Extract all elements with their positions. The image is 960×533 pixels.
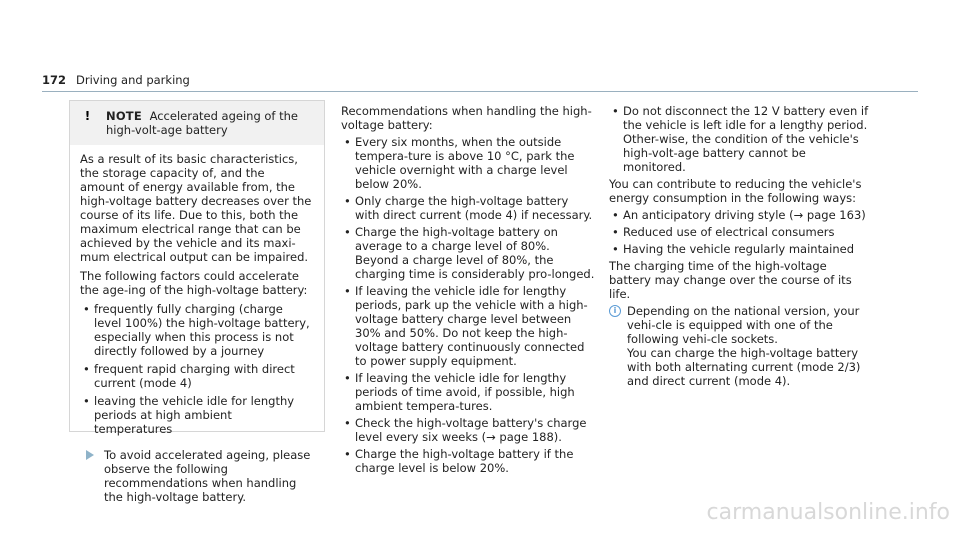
intro-text: Recommendations when handling the high-voltage battery:	[341, 104, 592, 132]
list-item: • Charge the high-voltage battery if the charge level is below 20%.	[341, 447, 595, 475]
warning-icon: !	[84, 109, 91, 123]
list-item: • Do not disconnect the 12 V battery even if the vehicle is left idle for a lengthy period. Other-wise, the condition of the vehicle's high-volt-age battery cannot be monitored.	[609, 104, 871, 174]
battery-list	[609, 104, 871, 174]
charging-paragraph: The charging time of the high-voltage battery may change over the course of its life.	[609, 259, 852, 301]
info-note	[609, 304, 871, 388]
info-text: You can charge the high-voltage battery with both alternating current (mode 2/3) and direct current (mode 4).	[627, 346, 861, 388]
list-item: • Charge the high-voltage battery on average to a charge level of 80%. Beyond a charge level of 80%, the charging time is considerably pro-longed.	[341, 225, 595, 281]
list-item: • If leaving the vehicle idle for lengthy periods, park up the vehicle with a high-voltage battery charge level between 30% and 50%. Do not keep the high-voltage battery continuously connected to power supply equipment.	[341, 284, 595, 368]
list-item: • Check the high-voltage battery's charge level every six weeks (→ page 188).	[341, 416, 595, 444]
energy-paragraph: You can contribute to reducing the vehicle's energy consumption in the following ways:	[609, 177, 862, 205]
column-energy	[609, 104, 871, 388]
note-paragraph: The following factors could accelerate the age-ing of the high-voltage battery:	[80, 269, 308, 297]
action-step	[80, 448, 312, 504]
arrow-right-icon	[86, 450, 94, 460]
note-heading: Accelerated ageing of the high-volt-age battery	[106, 109, 299, 137]
list-item: • If leaving the vehicle idle for lengthy periods of time avoid, if possible, high ambient tempera-tures.	[341, 371, 595, 413]
list-item: • Every six months, when the outside tempera-ture is above 10 °C, park the vehicle overnight with a charge level below 20%.	[341, 135, 595, 191]
list-item: • Only charge the high-voltage battery with direct current (mode 4) if necessary.	[341, 194, 595, 222]
energy-list	[609, 208, 871, 256]
list-item: • An anticipatory driving style (→ page 163)	[609, 208, 871, 222]
note-title: NOTE	[106, 109, 142, 123]
action-text: To avoid accelerated ageing, please observe the following recommendations when handling the high-voltage battery.	[104, 448, 311, 504]
list-item: • frequent rapid charging with direct current (mode 4)	[80, 362, 312, 390]
section-title: Driving and parking	[76, 73, 190, 87]
watermark: carmanualsonline.info	[706, 500, 950, 525]
info-icon: i	[609, 305, 621, 317]
note-header	[70, 101, 324, 145]
list-item: • leaving the vehicle idle for lengthy periods at high ambient temperatures	[80, 394, 312, 436]
list-item: • Having the vehicle regularly maintained	[609, 242, 871, 256]
header-rule	[42, 91, 918, 92]
note-body	[70, 145, 324, 504]
info-text: Depending on the national version, your vehi-cle is equipped with one of the following vehi-cle sockets.	[627, 304, 860, 346]
page-number: 172	[42, 73, 67, 87]
note-box	[69, 100, 325, 504]
recommendation-list	[341, 135, 595, 475]
list-item: • frequently fully charging (charge level 100%) the high-voltage battery, especially when this process is not directly followed by a journey	[80, 302, 312, 358]
column-recommendations	[341, 104, 595, 478]
note-paragraph: As a result of its basic characteristics, the storage capacity of, and the amount of energy available from, the high-voltage battery decreases over the course of its life. Due to this, both the maximum electrical range that can be achieved by the vehicle and its maxi-mum electrical output can be impaired.	[80, 152, 312, 264]
factor-list	[80, 302, 312, 436]
page-header	[42, 73, 190, 87]
list-item: • Reduced use of electrical consumers	[609, 225, 871, 239]
